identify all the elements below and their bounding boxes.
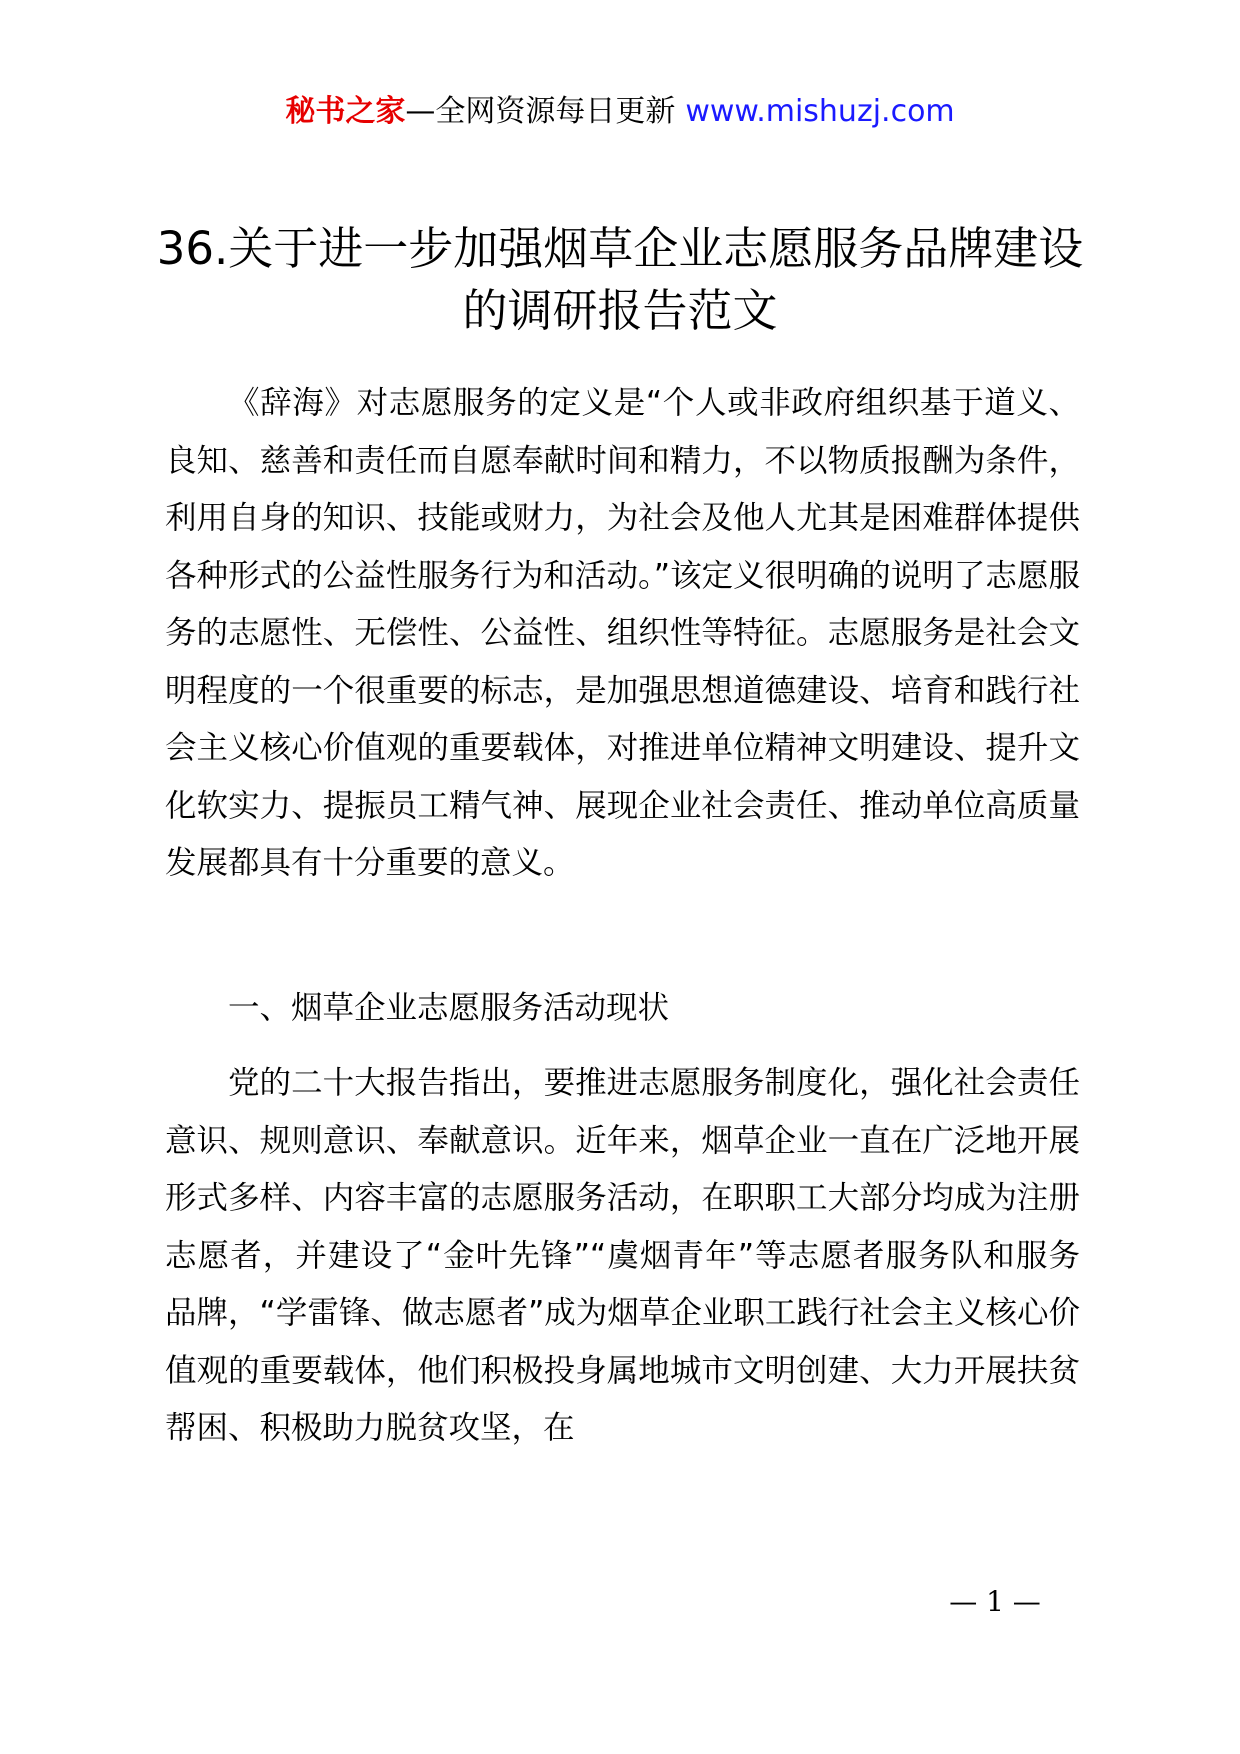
site-brand: 秘书之家 (285, 94, 406, 129)
page-number: — 1 — (949, 1585, 1041, 1618)
body-paragraph: 《辞海》对志愿服务的定义是“个人或非政府组织基于道义、良知、慈善和责任而自愿奉献时间和精力，不以物质报酬为条件，利用自身的知识、技能或财力，为社会及他人尤其是困难群体提供各种形式的公益性服务行为和活动。”该定义很明确的说明了志愿服务的志愿性、无偿性、公益性、组织性等特征。志愿服务是社会文明程度的一个很重要的标志，是加强思想道德建设、培育和践行社会主义核心价值观的重要载体，对推进单位精神文明建设、提升文化软实力、提振员工精气神、展现企业社会责任、推动单位高质量发展都具有十分重要的意义。 (165, 385, 1080, 881)
site-slogan: —全网资源每日更新 (405, 94, 676, 129)
site-url-link[interactable]: www.mishuzj.com (685, 94, 955, 129)
site-header (0, 92, 1240, 132)
body-paragraph: 党的二十大报告指出，要推进志愿服务制度化，强化社会责任意识、规则意识、奉献意识。近年来，烟草企业一直在广泛地开展形式多样、内容丰富的志愿服务活动，在职职工大部分均成为注册志愿者，并建设了“金叶先锋”“虞烟青年”等志愿者服务队和服务品牌，“学雷锋、做志愿者”成为烟草企业职工践行社会主义核心价值观的重要载体，他们积极投身属地城市文明创建、大力开展扶贫帮困、积极助力脱贫攻坚，在 (165, 1065, 1080, 1446)
document-title: 36.关于进一步加强烟草企业志愿服务品牌建设的调研报告范文 (156, 222, 1084, 337)
section-heading: 一、烟草企业志愿服务活动现状 (228, 990, 670, 1026)
